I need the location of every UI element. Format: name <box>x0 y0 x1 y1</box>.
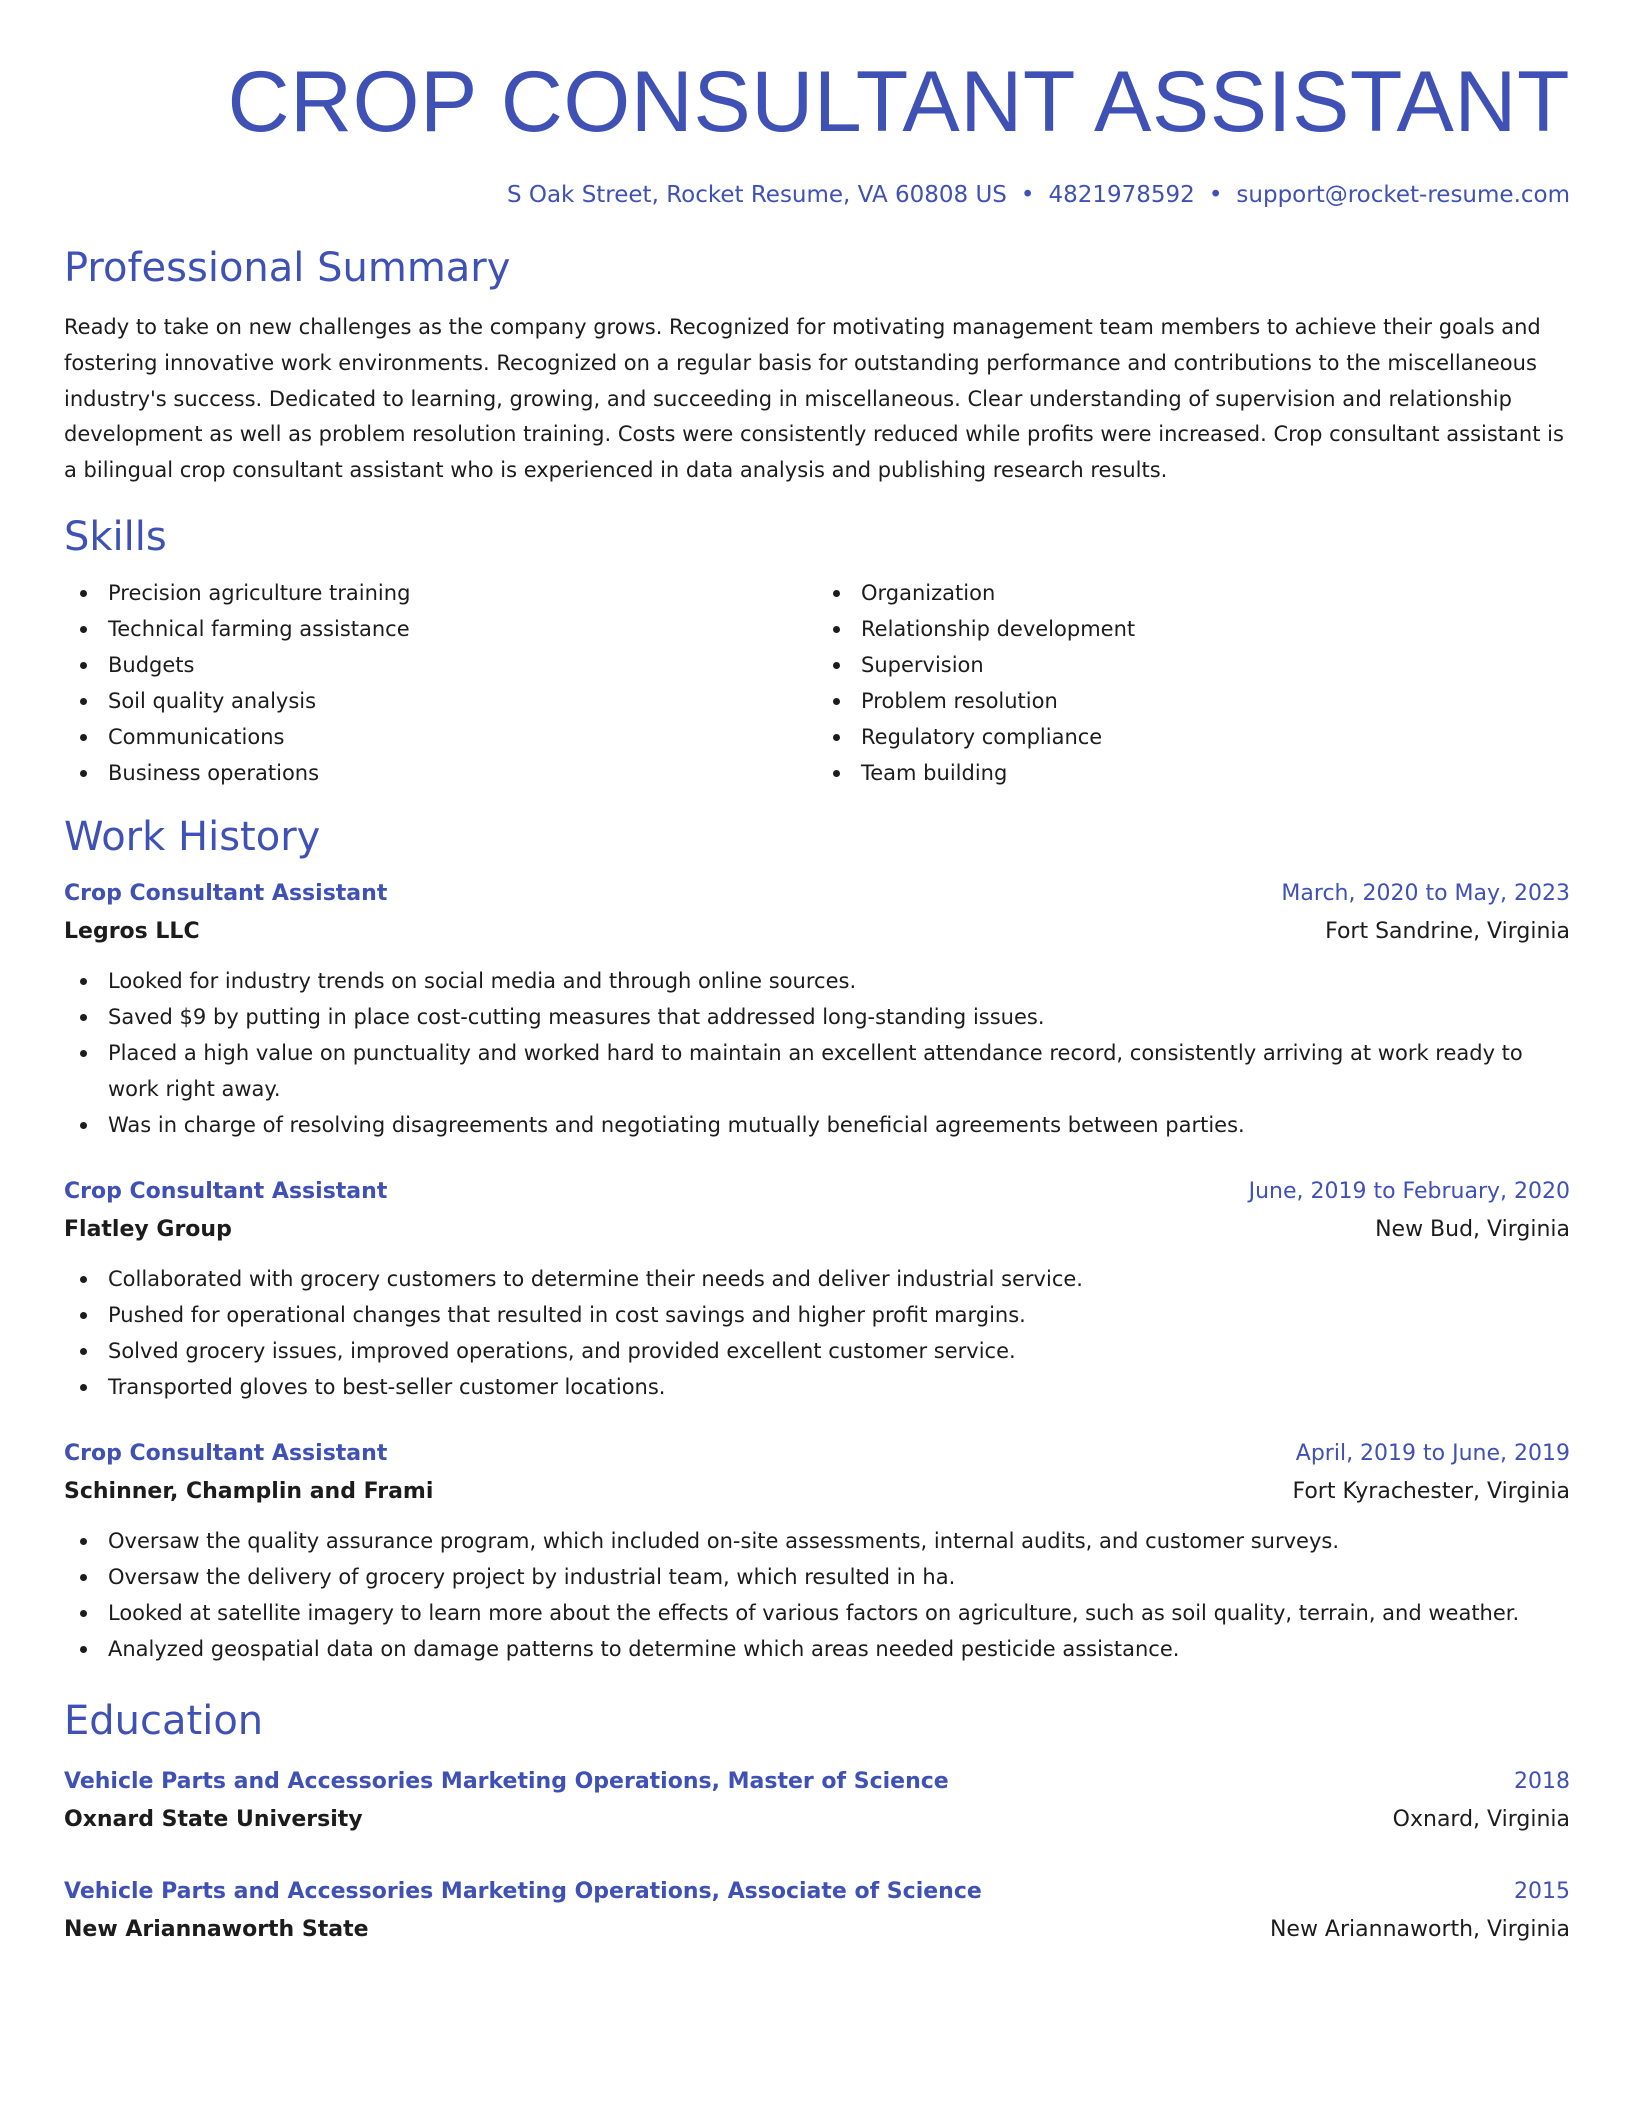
skill-item: Budgets <box>64 647 817 683</box>
skill-item: Communications <box>64 719 817 755</box>
contact-line <box>64 180 1570 210</box>
skill-item: Supervision <box>817 647 1570 683</box>
education-degree: Vehicle Parts and Accessories Marketing Operations, Master of Science <box>64 1768 949 1794</box>
job-entry <box>64 1435 1570 1667</box>
skills-column-right <box>817 575 1570 791</box>
job-dates: June, 2019 to February, 2020 <box>1248 1178 1570 1204</box>
skill-item: Team building <box>817 755 1570 791</box>
summary-section <box>64 242 1570 489</box>
skill-item: Problem resolution <box>817 683 1570 719</box>
job-company-row <box>64 913 1570 951</box>
skill-item: Soil quality analysis <box>64 683 817 719</box>
job-bullet: Pushed for operational changes that resulted in cost savings and higher profit margins. <box>64 1297 1570 1333</box>
job-bullet: Saved $9 by putting in place cost-cutting measures that addressed long-standing issues. <box>64 999 1570 1035</box>
skill-item: Regulatory compliance <box>817 719 1570 755</box>
education-year: 2015 <box>1514 1878 1570 1904</box>
job-company-row <box>64 1473 1570 1511</box>
skills-grid <box>64 575 1570 791</box>
section-title-work-history: Work History <box>64 813 321 860</box>
work-history-section <box>64 811 1570 1667</box>
skill-item: Business operations <box>64 755 817 791</box>
resume-header <box>64 0 1570 210</box>
skills-section <box>64 511 1570 791</box>
job-title-row <box>64 1435 1570 1473</box>
section-title-education: Education <box>64 1697 264 1744</box>
job-bullet: Collaborated with grocery customers to determine their needs and deliver industrial service. <box>64 1261 1570 1297</box>
education-location: New Ariannaworth, Virginia <box>1269 1916 1570 1942</box>
job-bullets <box>64 963 1570 1143</box>
job-bullets <box>64 1523 1570 1667</box>
skills-column-left <box>64 575 817 791</box>
job-bullet: Oversaw the delivery of grocery project by industrial team, which resulted in ha. <box>64 1559 1570 1595</box>
job-title: Crop Consultant Assistant <box>64 880 388 906</box>
contact-address: S Oak Street, Rocket Resume, VA 60808 US <box>506 182 1007 208</box>
job-location: Fort Kyrachester, Virginia <box>1292 1478 1570 1504</box>
job-bullet: Analyzed geospatial data on damage patterns to determine which areas needed pesticide assistance. <box>64 1631 1570 1667</box>
job-bullet: Looked at satellite imagery to learn more about the effects of various factors on agriculture, such as soil quality, terrain, and weather. <box>64 1595 1570 1631</box>
job-location: New Bud, Virginia <box>1375 1216 1570 1242</box>
job-dates: April, 2019 to June, 2019 <box>1295 1440 1570 1466</box>
education-location: Oxnard, Virginia <box>1392 1806 1570 1832</box>
contact-separator: • <box>1208 182 1223 208</box>
job-title-row <box>64 1173 1570 1211</box>
job-bullet: Transported gloves to best-seller customer locations. <box>64 1369 1570 1405</box>
job-bullets <box>64 1261 1570 1405</box>
skill-item: Organization <box>817 575 1570 611</box>
section-title-skills: Skills <box>64 513 167 560</box>
job-dates: March, 2020 to May, 2023 <box>1281 880 1570 906</box>
education-degree-row <box>64 1763 1570 1801</box>
contact-email[interactable]: support@rocket-resume.com <box>1236 182 1570 208</box>
summary-text: Ready to take on new challenges as the company grows. Recognized for motivating management team members to achieve their goals and fostering innovative work environments. Recognized on a regular basis for outstanding performance and contributions to the miscellaneous industry's success. Dedicated to learning, growing, and succeeding in miscellaneous. Clear understanding of supervision and relationship development as well as problem resolution training. Costs were consistently reduced while profits were increased. Crop consultant assistant is a bilingual crop consultant assistant who is experienced in data analysis and publishing research results. <box>64 315 1564 483</box>
skill-item: Precision agriculture training <box>64 575 817 611</box>
education-section <box>64 1695 1570 1949</box>
job-entry <box>64 1173 1570 1405</box>
education-school: Oxnard State University <box>64 1806 363 1832</box>
education-school-row <box>64 1801 1570 1839</box>
education-year: 2018 <box>1514 1768 1570 1794</box>
candidate-name: CROP CONSULTANT ASSISTANT <box>227 54 1570 150</box>
job-title: Crop Consultant Assistant <box>64 1178 388 1204</box>
contact-separator: • <box>1020 182 1035 208</box>
education-entry <box>64 1873 1570 1949</box>
job-company: Legros LLC <box>64 918 200 944</box>
education-entry <box>64 1763 1570 1839</box>
job-bullet: Oversaw the quality assurance program, which included on-site assessments, internal audits, and customer surveys. <box>64 1523 1570 1559</box>
job-entry <box>64 875 1570 1143</box>
section-title-summary: Professional Summary <box>64 245 511 291</box>
job-bullet: Looked for industry trends on social media and through online sources. <box>64 963 1570 999</box>
education-school: New Ariannaworth State <box>64 1916 369 1942</box>
job-bullet: Placed a high value on punctuality and worked hard to maintain an excellent attendance record, consistently arriving at work ready to work right away. <box>64 1035 1570 1107</box>
education-degree: Vehicle Parts and Accessories Marketing Operations, Associate of Science <box>64 1878 982 1904</box>
job-title: Crop Consultant Assistant <box>64 1440 388 1466</box>
job-company: Flatley Group <box>64 1216 232 1242</box>
skill-item: Technical farming assistance <box>64 611 817 647</box>
education-degree-row <box>64 1873 1570 1911</box>
job-title-row <box>64 875 1570 913</box>
job-bullet: Solved grocery issues, improved operations, and provided excellent customer service. <box>64 1333 1570 1369</box>
education-school-row <box>64 1911 1570 1949</box>
job-location: Fort Sandrine, Virginia <box>1325 918 1570 944</box>
job-company-row <box>64 1211 1570 1249</box>
job-company: Schinner, Champlin and Frami <box>64 1478 434 1504</box>
skill-item: Relationship development <box>817 611 1570 647</box>
job-bullet: Was in charge of resolving disagreements and negotiating mutually beneficial agreements between parties. <box>64 1107 1570 1143</box>
contact-phone: 4821978592 <box>1048 182 1195 208</box>
